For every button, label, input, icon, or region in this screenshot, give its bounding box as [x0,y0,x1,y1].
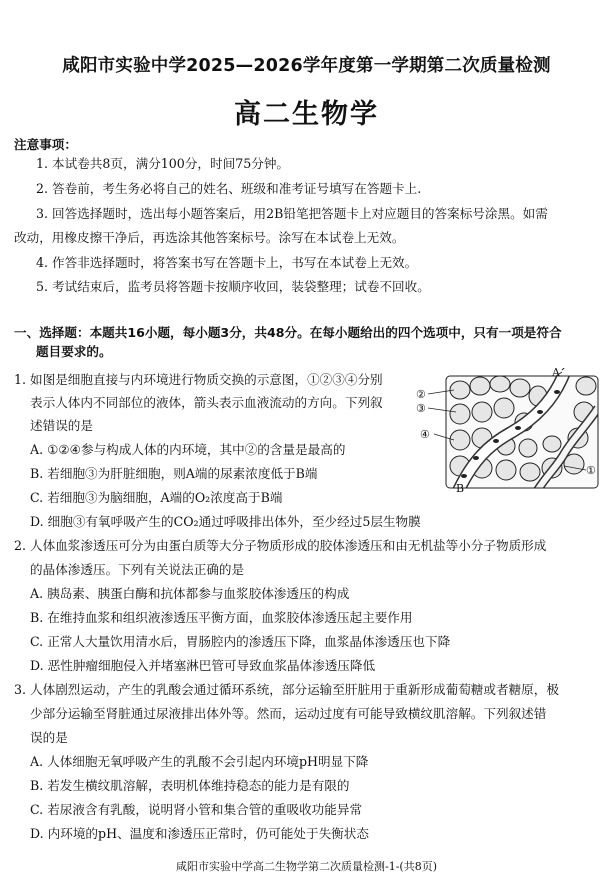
q3-option-b: B. 若发生横纹肌溶解，表明机体维持稳态的能力是有限的 [30,778,350,793]
q2-stem-line: 2. 人体血浆渗透压可分为由蛋白质等大分子物质形成的胶体渗透压和由无机盐等小分子物质形成 [14,538,547,553]
q1-stem-line: 述错误的是 [30,418,93,433]
q1-stem-line: 表示人体内不同部位的液体，箭头表示血液流动的方向。下列叙 [30,395,383,410]
notice-line: 5. 考试结束后，监考员将答题卡按顺序收回，装袋整理；试卷不回收。 [36,279,430,294]
notice-line: 2. 答卷前，考生务必将自己的姓名、班级和准考证号填写在答题卡上. [36,181,422,196]
q2-stem-line: 的晶体渗透压。下列有关说法正确的是 [30,562,245,577]
q3-stem-line: 少部分运输至肾脏通过尿液排出体外等。然而，运动过度有可能导致横纹肌溶解。下列叙述错 [30,706,547,721]
q3-option-a: A. 人体细胞无氧呼吸产生的乳酸不会引起内环境pH明显下降 [30,754,369,769]
q1-option-c: C. 若细胞③为脑细胞，A端的O₂浓度高于B端 [30,490,283,505]
label-a: A [552,368,560,379]
notice-heading: 注意事项： [14,137,77,152]
label-4: ④ [420,428,430,441]
subject-title: 高二生物学 [234,99,379,130]
q2-option-c: C. 正常人大量饮用清水后，胃肠腔内的渗透压下降，血浆晶体渗透压也下降 [30,634,451,649]
label-3: ③ [416,402,426,415]
q3-option-d: D. 内环境的pH、温度和渗透压正常时，仍可能处于失衡状态 [30,826,369,841]
q3-option-c: C. 若尿液含有乳酸，说明肾小管和集合管的重吸收功能异常 [30,802,363,817]
notice-line: 改动，用橡皮擦干净后，再选涂其他答案标号。涂写在本试卷上无效。 [14,230,405,245]
q2-option-d: D. 恶性肿瘤细胞侵入并堵塞淋巴管可导致血浆晶体渗透压降低 [30,658,376,673]
q1-option-b: B. 若细胞③为肝脏细胞，则A端的尿素浓度低于B端 [30,466,318,481]
notice-line: 4. 作答非选择题时，将答案书写在答题卡上，书写在本试卷上无效。 [36,255,418,270]
q3-stem-line: 误的是 [30,730,68,745]
flow-arrow [562,368,566,370]
capillary-tissue-diagram [416,368,606,496]
q1-option-a: A. ①②④参与构成人体的内环境，其中②的含量是最高的 [30,442,346,457]
q1-stem-line: 1. 如图是细胞直接与内环境进行物质交换的示意图，①②③④分别 [14,372,383,387]
q2-option-b: B. 在维持血浆和组织液渗透压平衡方面，血浆胶体渗透压起主要作用 [30,610,413,625]
notice-line: 1. 本试卷共8页，满分100分，时间75分钟。 [36,156,290,171]
q2-option-a: A. 胰岛素、胰蛋白酶和抗体都参与血浆胶体渗透压的构成 [30,586,350,601]
section-heading [14,323,606,361]
exam-title: 咸阳市实验中学2025—2026学年度第一学期第二次质量检测 [62,56,551,76]
notice-line: 3. 回答选择题时，选出每小题答案后，用2B铅笔把答题卡上对应题目的答案标号涂黑。如需 [36,206,548,221]
section-heading-line2: 题目要求的。 [36,344,112,359]
label-2: ② [416,388,426,401]
page-footer: 咸阳市实验中学高二生物学第二次质量检测-1-(共8页) [175,860,437,873]
label-b: B [456,482,465,495]
q3-stem-line: 3. 人体剧烈运动，产生的乳酸会通过循环系统，部分运输至肝脏用于重新形成葡萄糖或者糖原，极 [14,682,559,697]
q1-option-d: D. 细胞③有氧呼吸产生的CO₂通过呼吸排出体外，至少经过5层生物膜 [30,514,421,529]
section-heading-line1: 一、选择题：本题共16小题，每小题3分，共48分。在每小题给出的四个选项中，只有一项是符合 [14,325,562,340]
label-1: ① [586,464,596,477]
